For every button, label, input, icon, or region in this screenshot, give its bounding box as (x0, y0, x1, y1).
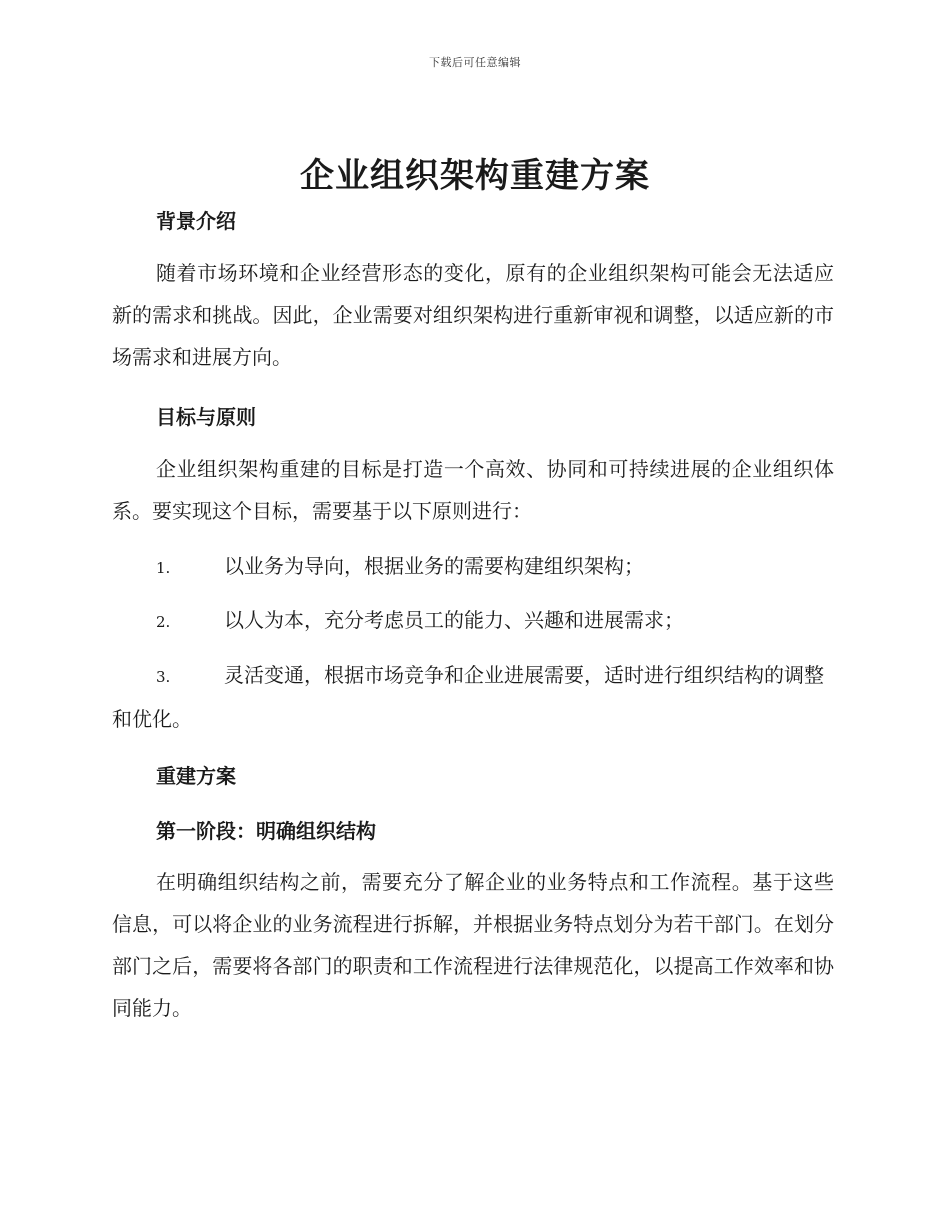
principle-number: 1. (156, 559, 171, 577)
principle-item-2 (112, 599, 834, 643)
principle-text: 以人为本，充分考虑员工的能力、兴趣和进展需求； (224, 608, 684, 632)
principle-number: 3. (156, 668, 171, 686)
header-note: 下载后可任意编辑 (429, 56, 521, 69)
principle-number: 2. (156, 613, 171, 631)
section-heading-goals: 目标与原则 (156, 405, 256, 429)
section-heading-background: 背景介绍 (156, 209, 236, 233)
principle-item-1 (112, 545, 834, 589)
background-paragraph: 随着市场环境和企业经营形态的变化，原有的企业组织架构可能会无法适应新的需求和挑战。因此，企业需要对组织架构进行重新审视和调整，以适应新的市场需求和进展方向。 (112, 261, 834, 369)
section-heading-plan: 重建方案 (156, 764, 236, 788)
principle-item-3 (112, 654, 834, 740)
phase1-paragraph: 在明确组织结构之前，需要充分了解企业的业务特点和工作流程。基于这些信息，可以将企业的业务流程进行拆解，并根据业务特点划分为若干部门。在划分部门之后，需要将各部门的职责和工作流程进行法律规范化，以提高工作效率和协同能力。 (112, 870, 834, 1020)
goals-paragraph: 企业组织架构重建的目标是打造一个高效、协同和可持续进展的企业组织体系。要实现这个目标，需要基于以下原则进行： (112, 457, 834, 523)
principle-text: 以业务为导向，根据业务的需要构建组织架构； (224, 554, 644, 578)
principle-text: 灵活变通，根据市场竞争和企业进展需要，适时进行组织结构的调整和优化。 (112, 663, 824, 731)
document-title: 企业组织架构重建方案 (300, 156, 650, 196)
section-heading-phase1: 第一阶段：明确组织结构 (156, 819, 376, 843)
